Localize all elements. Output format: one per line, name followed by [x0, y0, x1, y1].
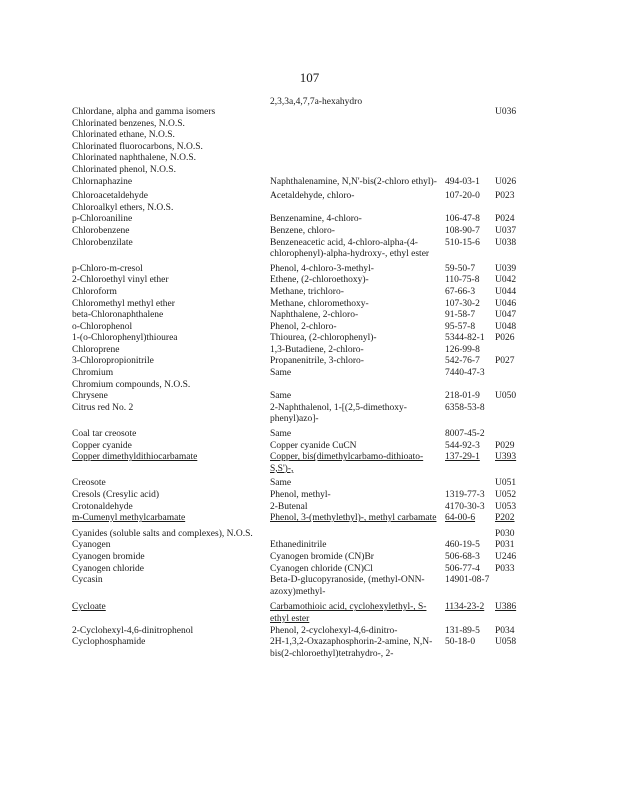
- table-row: [72, 356, 552, 368]
- chemical-name-cell: Cycloate: [72, 602, 106, 613]
- continuation-line: 2,3,3a,4,7,7a-hexahydro: [270, 97, 363, 107]
- waste-code-cell: P202: [495, 513, 515, 524]
- table-row: [72, 490, 552, 502]
- table-row: [72, 165, 552, 177]
- cas-number-cell: 506-77-4: [445, 563, 480, 574]
- chemical-name-cell: 1-(o-Chlorophenyl)thiourea: [72, 333, 178, 344]
- cas-number-cell: 8007-45-2: [445, 429, 485, 440]
- synonym-cell: [270, 380, 445, 392]
- synonym-cell: Same: [270, 478, 292, 489]
- table-row: [72, 191, 552, 203]
- chemical-name-cell: Chlorobenzilate: [72, 237, 133, 248]
- synonym-cell: Carbamothioic acid, cyclohexylethyl-, S-ethyl ester: [270, 602, 427, 624]
- table-row: [72, 287, 552, 299]
- table-row: [72, 552, 552, 564]
- synonym-cell: [270, 529, 445, 541]
- synonym-cell: Methane, chloromethoxy-: [270, 298, 369, 309]
- synonym-cell: [270, 107, 445, 119]
- table-row: [72, 333, 552, 345]
- synonym-cell: Propanenitrile, 3-chloro-: [270, 356, 364, 367]
- table-row: [72, 310, 552, 322]
- waste-code-cell: U246: [495, 551, 517, 562]
- cas-number-cell: 108-90-7: [445, 225, 480, 236]
- waste-code-cell: [495, 165, 545, 177]
- table-row: [72, 478, 552, 490]
- chemical-name-cell: m-Cumenyl methylcarbamate: [72, 513, 186, 524]
- table-row: [72, 238, 552, 261]
- waste-code-cell: P033: [495, 563, 515, 574]
- chemical-name-cell: Cyanogen bromide: [72, 551, 145, 562]
- synonym-cell: Cyanogen chloride (CN)Cl: [270, 563, 373, 574]
- synonym-cell: [270, 142, 445, 154]
- cas-number-cell: [445, 107, 495, 119]
- page-number: 107: [299, 70, 320, 85]
- waste-code-cell: P027: [495, 356, 515, 367]
- table-row: [72, 275, 552, 287]
- chemical-name-cell: Chloroalkyl ethers, N.O.S.: [72, 202, 174, 213]
- table-row: [72, 119, 552, 131]
- cas-number-cell: 1319-77-3: [445, 490, 485, 500]
- chemical-name-cell: Creosote: [72, 478, 106, 489]
- chemical-name-cell: Chlorobenzene: [72, 225, 130, 236]
- table-row: [72, 322, 552, 334]
- table-row: [72, 529, 552, 541]
- chemical-name-cell: beta-Chloronaphthalene: [72, 310, 164, 321]
- synonym-cell: Same: [270, 368, 292, 379]
- synonym-cell: 2H-1,3,2-Oxazaphosphorin-2-amine, N,N-bis(2-chloroethyl)tetrahydro-, 2-: [270, 637, 433, 659]
- synonym-cell: 2-Naphthalenol, 1-[(2,5-dimethoxy-phenyl)azo]-: [270, 402, 407, 425]
- cas-number-cell: 1134-23-2: [445, 602, 485, 613]
- chemical-name-cell: p-Chloroaniline: [72, 214, 133, 225]
- waste-code-cell: [495, 380, 545, 392]
- synonym-cell: [270, 203, 445, 215]
- chemical-name-cell: Crotonaldehyde: [72, 501, 133, 512]
- waste-code-cell: [495, 203, 545, 215]
- chemical-name-cell: Chloroprene: [72, 344, 120, 355]
- table-row: [72, 626, 552, 638]
- waste-code-cell: U051: [495, 478, 517, 489]
- waste-code-cell: U050: [495, 391, 517, 402]
- table-row: [72, 142, 552, 154]
- chemical-name-cell: Chromium compounds, N.O.S.: [72, 379, 191, 390]
- chemical-name-cell: Chlorinated naphthalene, N.O.S.: [72, 153, 197, 164]
- table-row: [72, 429, 552, 441]
- table-row: [72, 637, 552, 660]
- synonym-cell: Phenol, 2-cyclohexyl-4,6-dinitro-: [270, 625, 398, 636]
- cas-number-cell: 137-29-1: [445, 452, 480, 463]
- synonym-cell: [270, 130, 445, 142]
- table-row: [72, 368, 552, 380]
- cas-number-cell: [445, 153, 495, 165]
- hazardous-waste-table: [72, 107, 552, 660]
- cas-number-cell: [445, 203, 495, 215]
- waste-code-cell: P029: [495, 440, 515, 451]
- synonym-cell: 1,3-Butadiene, 2-chloro-: [270, 344, 364, 355]
- chemical-name-cell: Chlorinated phenol, N.O.S.: [72, 164, 176, 175]
- table-row: [72, 403, 552, 426]
- waste-code-cell: [495, 368, 545, 380]
- cas-number-cell: 110-75-8: [445, 275, 480, 286]
- chemical-name-cell: Chlordane, alpha and gamma isomers: [72, 107, 216, 117]
- waste-code-cell: [495, 142, 545, 154]
- synonym-cell: Benzenamine, 4-chloro-: [270, 214, 362, 225]
- chemical-name-cell: Chloroform: [72, 286, 117, 297]
- waste-code-cell: P026: [495, 333, 515, 344]
- cas-number-cell: 494-03-1: [445, 176, 480, 187]
- cas-number-cell: 91-58-7: [445, 310, 476, 321]
- table-row: [72, 391, 552, 403]
- waste-code-cell: P024: [495, 214, 515, 225]
- cas-number-cell: [445, 142, 495, 154]
- waste-code-cell: U052: [495, 490, 517, 500]
- cas-number-cell: 6358-53-8: [445, 402, 485, 413]
- synonym-cell: [270, 153, 445, 165]
- waste-code-cell: U036: [495, 107, 517, 117]
- cas-number-cell: [445, 529, 495, 541]
- waste-code-cell: U042: [495, 275, 517, 286]
- synonym-cell: Benzeneacetic acid, 4-chloro-alpha-(4-chlorophenyl)-alpha-hydroxy-, ethyl ester: [270, 237, 430, 260]
- cas-number-cell: 7440-47-3: [445, 368, 485, 379]
- table-row: [72, 264, 552, 276]
- table-row: [72, 226, 552, 238]
- waste-code-cell: [495, 429, 545, 441]
- synonym-cell: Methane, trichloro-: [270, 286, 344, 297]
- chemical-name-cell: 2-Cyclohexyl-4,6-dinitrophenol: [72, 625, 194, 636]
- cas-number-cell: 460-19-5: [445, 540, 480, 551]
- table-row: [72, 513, 552, 525]
- table-row: [72, 452, 552, 475]
- synonym-cell: [270, 165, 445, 177]
- waste-code-cell: U037: [495, 225, 517, 236]
- chemical-name-cell: Chloromethyl methyl ether: [72, 298, 175, 309]
- synonym-cell: Ethanedinitrile: [270, 540, 327, 551]
- synonym-cell: Phenol, 4-chloro-3-methyl-: [270, 263, 374, 274]
- synonym-cell: Ethene, (2-chloroethoxy)-: [270, 275, 369, 286]
- waste-code-cell: U038: [495, 237, 517, 248]
- chemical-name-cell: o-Chlorophenol: [72, 321, 133, 332]
- synonym-cell: [270, 119, 445, 131]
- chemical-name-cell: Cresols (Cresylic acid): [72, 490, 160, 500]
- waste-code-cell: U053: [495, 501, 517, 512]
- chemical-name-cell: Cycasin: [72, 575, 103, 586]
- chemical-name-cell: Cyanogen: [72, 540, 111, 551]
- table-row: [72, 130, 552, 142]
- cas-number-cell: 106-47-8: [445, 214, 480, 225]
- waste-code-cell: P031: [495, 540, 515, 551]
- synonym-cell: Phenol, methyl-: [270, 490, 331, 500]
- chemical-name-cell: Copper cyanide: [72, 440, 132, 451]
- table-row: [72, 203, 552, 215]
- synonym-cell: Phenol, 2-chloro-: [270, 321, 337, 332]
- chemical-name-cell: Chrysene: [72, 391, 108, 402]
- cas-number-cell: 510-15-6: [445, 237, 480, 248]
- cas-number-cell: 5344-82-1: [445, 333, 485, 344]
- chemical-name-cell: Cyclophosphamide: [72, 637, 146, 648]
- waste-code-cell: P023: [495, 191, 515, 202]
- waste-code-cell: [495, 403, 545, 426]
- chemical-name-cell: Coal tar creosote: [72, 429, 137, 440]
- cas-number-cell: 506-68-3: [445, 551, 480, 562]
- cas-number-cell: [445, 119, 495, 131]
- synonym-cell: Naphthalene, 2-chloro-: [270, 310, 359, 321]
- cas-number-cell: 50-18-0: [445, 637, 476, 648]
- cas-number-cell: [445, 130, 495, 142]
- chemical-name-cell: Chlorinated ethane, N.O.S.: [72, 130, 175, 141]
- chemical-name-cell: 3-Chloropropionitrile: [72, 356, 154, 367]
- synonym-cell: 2-Butenal: [270, 501, 308, 512]
- table-row: [72, 299, 552, 311]
- waste-code-cell: U039: [495, 263, 517, 274]
- table-row: [72, 602, 552, 625]
- cas-number-cell: 218-01-9: [445, 391, 480, 402]
- waste-code-cell: U047: [495, 310, 517, 321]
- synonym-cell: Thiourea, (2-chlorophenyl)-: [270, 333, 377, 344]
- cas-number-cell: [445, 165, 495, 177]
- chemical-name-cell: Chlorinated fluorocarbons, N.O.S.: [72, 141, 203, 152]
- synonym-cell: Copper, bis(dimethylcarbamo-dithioato-S,S')-,: [270, 452, 424, 474]
- cas-number-cell: [445, 380, 495, 392]
- waste-code-cell: P034: [495, 625, 515, 636]
- synonym-cell: Naphthalenamine, N,N'-bis(2-chloro ethyl)-: [270, 176, 437, 187]
- synonym-cell: Benzene, chloro-: [270, 225, 335, 236]
- cas-number-cell: 4170-30-3: [445, 501, 485, 512]
- table-row: [72, 345, 552, 357]
- table-row: [72, 564, 552, 576]
- table-row: [72, 502, 552, 514]
- chemical-name-cell: Copper dimethyldithiocarbamate: [72, 452, 198, 463]
- table-row: [72, 177, 552, 189]
- chemical-name-cell: Citrus red No. 2: [72, 402, 134, 413]
- synonym-cell: Same: [270, 391, 292, 402]
- waste-code-cell: U386: [495, 602, 517, 613]
- chemical-name-cell: 2-Chloroethyl vinyl ether: [72, 275, 169, 286]
- cas-number-cell: 107-30-2: [445, 298, 480, 309]
- chemical-name-cell: Cyanogen chloride: [72, 563, 145, 574]
- waste-code-cell: U393: [495, 452, 517, 463]
- cas-number-cell: 544-92-3: [445, 440, 480, 451]
- table-row: [72, 153, 552, 165]
- table-row: [72, 380, 552, 392]
- cas-number-cell: 126-99-8: [445, 344, 480, 355]
- cas-number-cell: 107-20-0: [445, 191, 480, 202]
- synonym-cell: Beta-D-glucopyranoside, (methyl-ONN-azoxy)methyl-: [270, 575, 425, 597]
- synonym-cell: Same: [270, 429, 292, 440]
- waste-code-cell: P030: [495, 528, 515, 539]
- cas-number-cell: 131-89-5: [445, 625, 480, 636]
- chemical-name-cell: Chromium: [72, 368, 114, 379]
- cas-number-cell: 14901-08-7: [445, 575, 490, 586]
- cas-number-cell: 95-57-8: [445, 321, 476, 332]
- waste-code-cell: [495, 119, 545, 131]
- cas-number-cell: 542-76-7: [445, 356, 480, 367]
- synonym-cell: Cyanogen bromide (CN)Br: [270, 551, 374, 562]
- table-row: [72, 214, 552, 226]
- cas-number-cell: 67-66-3: [445, 286, 476, 297]
- chemical-name-cell: Cyanides (soluble salts and complexes), N.O.S.: [72, 528, 253, 539]
- synonym-cell: Acetaldehyde, chloro-: [270, 191, 355, 202]
- waste-code-cell: [495, 345, 545, 357]
- cas-number-cell: [445, 478, 495, 490]
- waste-code-cell: U026: [495, 176, 517, 187]
- table-row: [72, 575, 552, 598]
- chemical-name-cell: Chlornaphazine: [72, 176, 133, 187]
- table-row: [72, 107, 552, 119]
- waste-code-cell: [495, 153, 545, 165]
- chemical-name-cell: Chlorinated benzenes, N.O.S.: [72, 118, 185, 129]
- waste-code-cell: U044: [495, 286, 517, 297]
- chemical-name-cell: Chloroacetaldehyde: [72, 191, 148, 202]
- waste-code-cell: U058: [495, 637, 517, 648]
- cas-number-cell: 64-00-6: [445, 513, 476, 524]
- waste-code-cell: [495, 130, 545, 142]
- chemical-name-cell: p-Chloro-m-cresol: [72, 263, 143, 274]
- table-row: [72, 441, 552, 453]
- synonym-cell: Phenol, 3-(methylethyl)-, methyl carbamate: [270, 513, 437, 524]
- waste-code-cell: [495, 575, 545, 598]
- synonym-cell: Copper cyanide CuCN: [270, 440, 357, 451]
- waste-code-cell: U046: [495, 298, 517, 309]
- table-row: [72, 540, 552, 552]
- cas-number-cell: 59-50-7: [445, 263, 476, 274]
- waste-code-cell: U048: [495, 321, 517, 332]
